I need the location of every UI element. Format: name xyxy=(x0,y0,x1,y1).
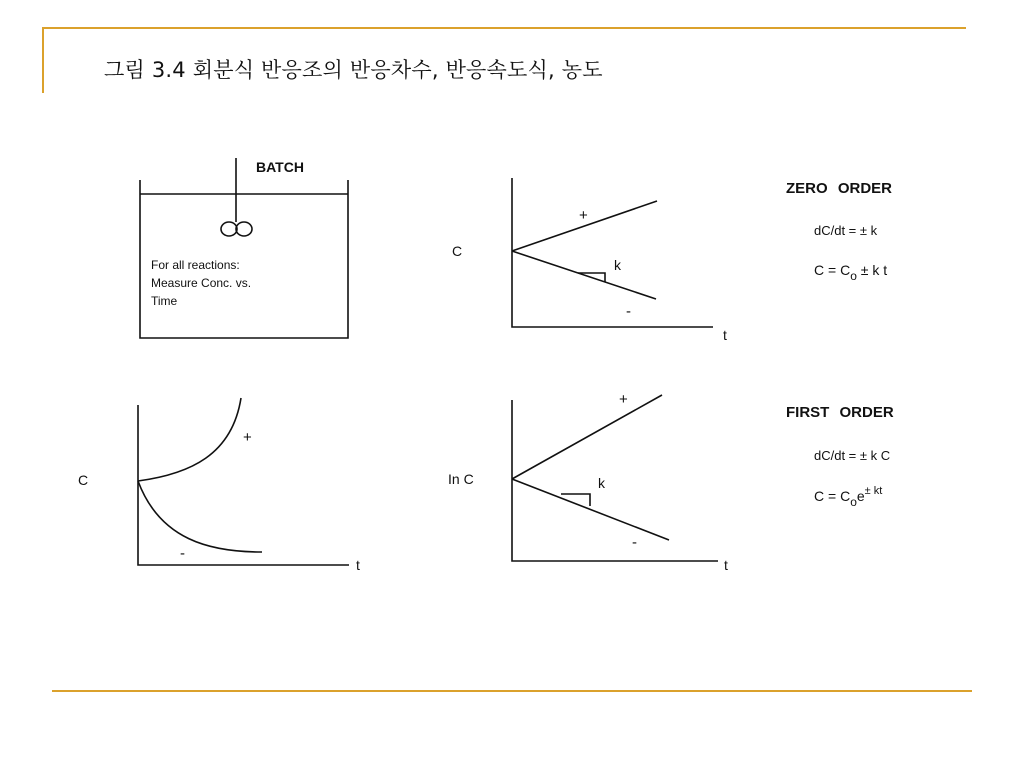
batch-reactor xyxy=(140,158,348,338)
stirrer-paddle-left xyxy=(221,222,237,236)
first-order-log-plot xyxy=(448,391,728,573)
first-order-rate-equation: dC/dt = ± k C xyxy=(814,448,891,463)
first-order-linear-plot xyxy=(78,398,360,573)
zero-order-decrease-line xyxy=(512,251,656,299)
first-order-log-plus-label: + xyxy=(619,391,628,408)
first-order-linear-minus-label: - xyxy=(180,545,185,562)
batch-note-line1: For all reactions: xyxy=(151,258,240,272)
batch-note-line2: Measure Conc. vs. xyxy=(151,276,252,290)
first-order-linear-plus-label: + xyxy=(243,429,252,446)
zero-order-heading: ZERO ORDER xyxy=(786,180,893,197)
zero-order-plot xyxy=(452,178,727,343)
zero-order-x-label: t xyxy=(723,327,727,343)
first-order-log-increase-line xyxy=(512,395,662,479)
first-order-log-axes xyxy=(512,400,718,561)
zero-order-slope-label: k xyxy=(614,257,621,273)
first-order-log-decrease-line xyxy=(512,479,669,540)
zero-order-axes xyxy=(512,178,713,327)
zero-order-concentration-equation: C = Co ± k t xyxy=(814,262,888,283)
first-order-log-y-label: In C xyxy=(448,471,474,487)
batch-label: BATCH xyxy=(256,159,304,175)
first-order-log-minus-label: - xyxy=(632,534,637,551)
zero-order-y-label: C xyxy=(452,243,463,259)
stirrer-paddle-right xyxy=(236,222,252,236)
first-order-equations xyxy=(786,404,894,509)
first-order-heading: FIRST ORDER xyxy=(786,404,894,421)
first-order-growth-curve xyxy=(138,398,241,481)
first-order-linear-x-label: t xyxy=(356,557,360,573)
slide-title: 그림 3.4 회분식 반응조의 반응차수, 반응속도식, 농도 xyxy=(104,58,603,82)
zero-order-rate-equation: dC/dt = ± k xyxy=(814,223,878,238)
zero-order-plus-label: + xyxy=(579,207,588,224)
first-order-concentration-equation: C = Coe$^{\pm kt}$ xyxy=(814,485,883,509)
first-order-linear-y-label: C xyxy=(78,472,89,488)
zero-order-equations xyxy=(786,180,892,283)
first-order-log-x-label: t xyxy=(724,557,728,573)
bottom-accent-line xyxy=(52,690,972,692)
zero-order-minus-label: - xyxy=(626,303,631,320)
batch-note-line3: Time xyxy=(151,294,178,308)
first-order-decay-curve xyxy=(138,481,262,552)
first-order-log-slope-label: k xyxy=(598,475,605,491)
